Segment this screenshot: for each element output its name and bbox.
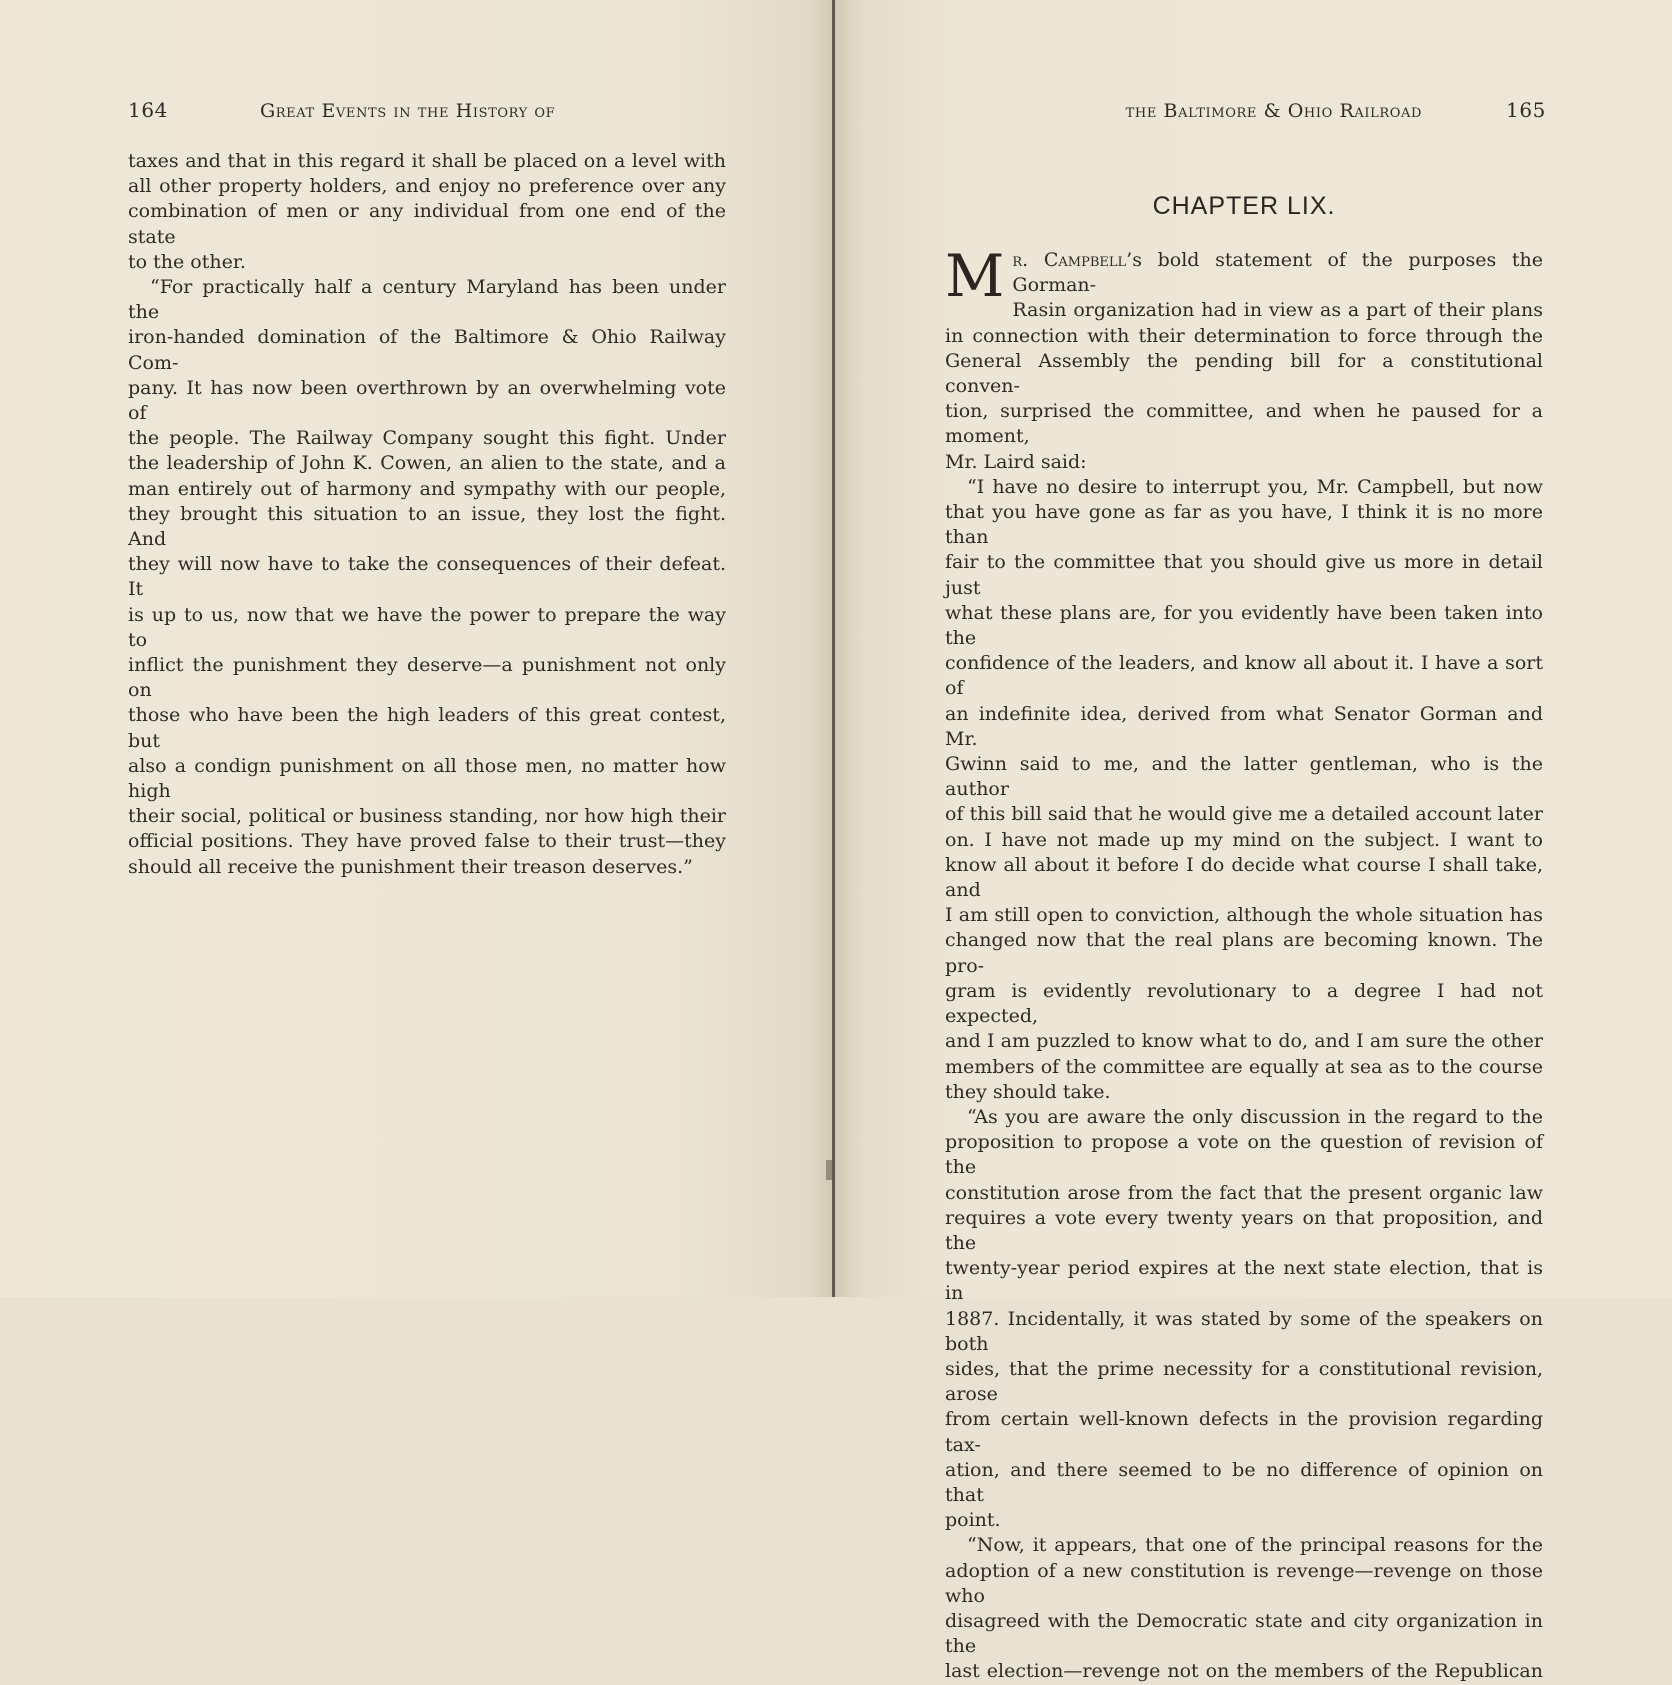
text-line: “As you are aware the only discussion in the regard to the [967, 1105, 1543, 1128]
right-page-number: 165 [1506, 98, 1546, 122]
text-line: they brought this situation to an issue, they lost the fight. And [128, 502, 726, 551]
text-line: changed now that the real plans are becoming known. The pro- [945, 929, 1543, 977]
text-line: know all about it before I do decide what course I shall take, and [945, 853, 1543, 902]
left-page-number: 164 [128, 98, 168, 122]
text-line: in connection with their determination to force through the [945, 324, 1543, 347]
text-line: point. [945, 1509, 1001, 1532]
text-line: requires a vote every twenty years on that proposition, and the [945, 1206, 1543, 1254]
text-line: taxes and that in this regard it shall be placed on a level with [128, 150, 726, 172]
text-line: also a condign punishment on all those men, no matter how high [128, 754, 726, 803]
first-line-small-caps: r. Campbell [1012, 249, 1127, 271]
text-line: confidence of the leaders, and know all about it. I have a sort of [945, 652, 1543, 700]
right-body-text [945, 242, 1543, 1685]
text-line: their social, political or business standing, nor how high their [128, 805, 726, 828]
text-line: Gwinn said to me, and the latter gentleman, who is the author [945, 753, 1543, 801]
text-line: an indefinite idea, derived from what Senator Gorman and Mr. [945, 702, 1543, 750]
text-line: iron-handed domination of the Baltimore & Ohio Railway Com- [128, 326, 726, 374]
text-line: should all receive the punishment their treason deserves.” [128, 855, 693, 878]
text-line: gram is evidently revolutionary to a degree I had not expected, [945, 979, 1543, 1028]
left-body-text [128, 149, 726, 880]
text-line: “I have no desire to interrupt you, Mr. Campbell, but now [967, 475, 1543, 498]
left-page [0, 0, 836, 1297]
text-line: adoption of a new constitution is revenge—revenge on those who [945, 1559, 1543, 1607]
text-line: tion, surprised the committee, and when he paused for a moment, [945, 400, 1543, 448]
text-line: they should take. [945, 1080, 1111, 1103]
text-line: members of the committee are equally at sea as to the course [945, 1055, 1543, 1078]
left-running-head [128, 98, 728, 124]
text-line: proposition to propose a vote on the question of revision of the [945, 1131, 1543, 1179]
text-line: what these plans are, for you evidently have been taken into the [945, 601, 1543, 650]
text-line: last election—revenge not on the members of the Republican [945, 1660, 1543, 1683]
text-line: that you have gone as far as you have, I think it is no more than [945, 501, 1543, 549]
text-line: official positions. They have proved false to their trust—they [128, 830, 726, 853]
text-line: Rasin organization had in view as a part of their plans [1012, 299, 1543, 322]
text-line: and I am puzzled to know what to do, and I am sure the other [945, 1030, 1543, 1053]
text-line: inflict the punishment they deserve—a punishment not only on [128, 654, 726, 702]
text-line: from certain well-known defects in the provision regarding tax- [945, 1408, 1543, 1456]
left-running-title: Great Events in the History of [260, 100, 556, 122]
text-line: of this bill said that he would give me a detailed account later [945, 803, 1543, 826]
drop-cap: M [945, 242, 1005, 310]
text-line: constitution arose from the fact that the present organic law [945, 1181, 1543, 1204]
right-running-title: the Baltimore & Ohio Railroad [1125, 100, 1422, 122]
text-line: the people. The Railway Company sought this fight. Under [128, 427, 726, 450]
book-gutter [832, 0, 835, 1297]
text-line: to the other. [128, 250, 246, 273]
text-line: disagreed with the Democratic state and city organization in the [945, 1609, 1543, 1658]
text-line: General Assembly the pending bill for a constitutional conven- [945, 349, 1543, 398]
text-line: man entirely out of harmony and sympathy with our people, [128, 477, 726, 500]
text-line: “For practically half a century Maryland has been under the [128, 276, 726, 324]
text-line: is up to us, now that we have the power to prepare the way to [128, 603, 726, 651]
text-line: pany. It has now been overthrown by an overwhelming vote of [128, 376, 726, 425]
text-line: on. I have not made up my mind on the subject. I want to [945, 828, 1543, 851]
chapter-title: CHAPTER LIX. [1152, 192, 1336, 220]
text-line: twenty-year period expires at the next state election, that is in [945, 1257, 1543, 1305]
text-line: “Now, it appears, that one of the principal reasons for the [967, 1534, 1543, 1557]
text-line: those who have been the high leaders of this great contest, but [128, 704, 726, 752]
text-line: combination of men or any individual from one end of the state [128, 200, 726, 248]
text-line: 1887. Incidentally, it was stated by some of the speakers on both [945, 1307, 1543, 1355]
text-line [945, 242, 1543, 310]
text-line: the leadership of John K. Cowen, an alien to the state, and a [128, 452, 726, 475]
right-running-head [946, 98, 1546, 124]
text-line: ation, and there seemed to be no difference of opinion on that [945, 1458, 1543, 1506]
first-line-rest: ’s bold statement of the purposes the Gorman- [1012, 249, 1543, 297]
text-line: Mr. Laird said: [945, 450, 1087, 473]
text-line: sides, that the prime necessity for a constitutional revision, arose [945, 1357, 1543, 1406]
text-line: all other property holders, and enjoy no preference over any [128, 175, 726, 198]
text-line: they will now have to take the consequences of their defeat. It [128, 553, 726, 601]
text-line: fair to the committee that you should give us more in detail just [945, 551, 1543, 599]
text-line: I am still open to conviction, although the whole situation has [945, 904, 1543, 927]
